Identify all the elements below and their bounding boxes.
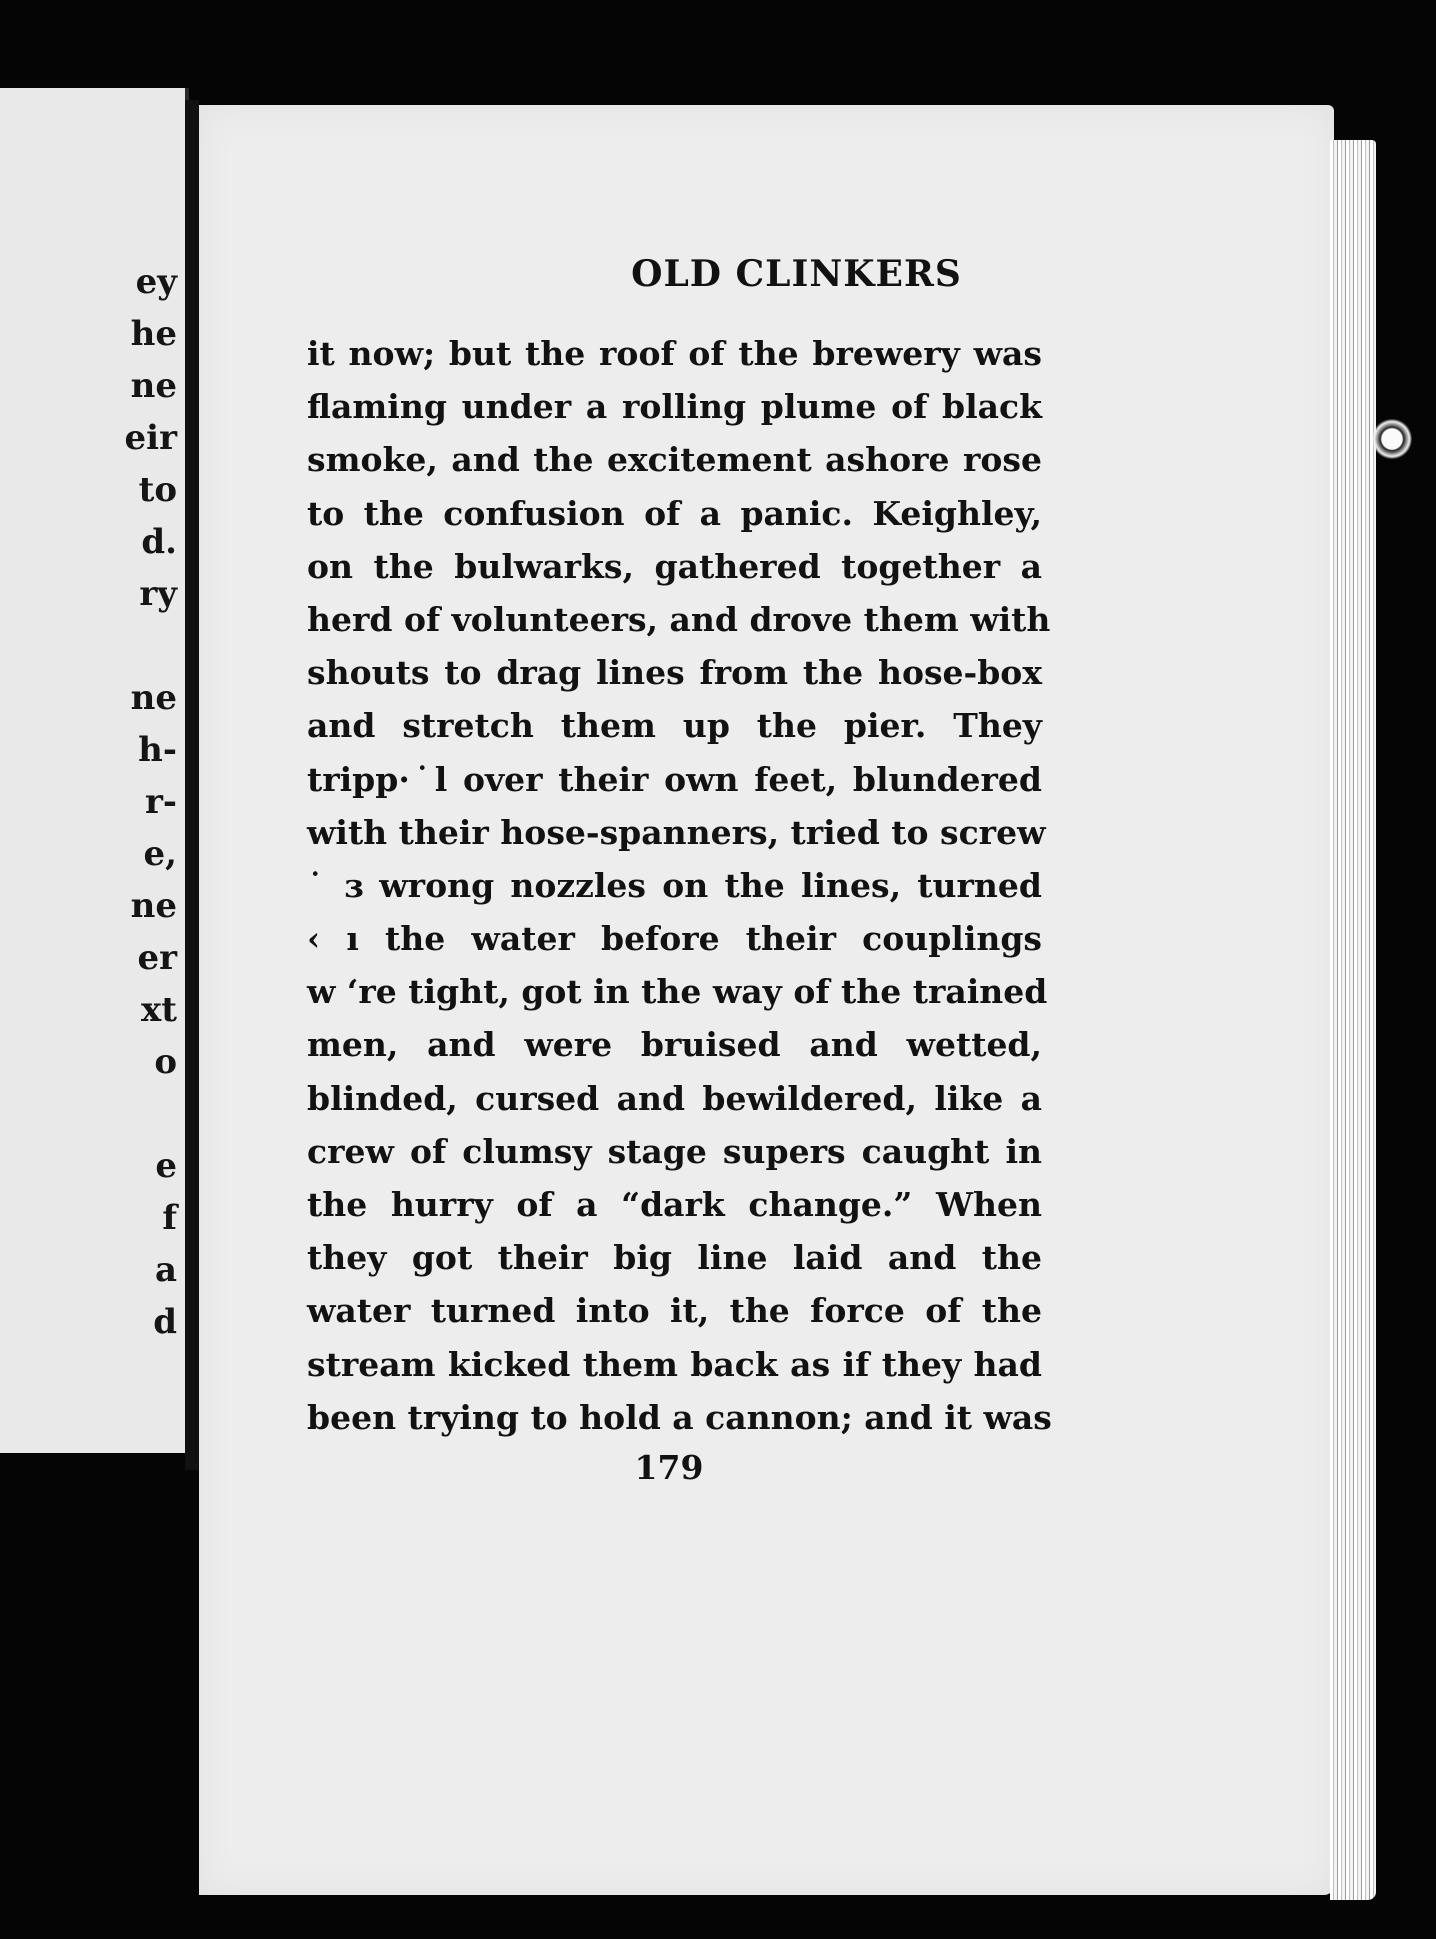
- facing-page-text: xt: [141, 990, 177, 1030]
- text-line: blinded, cursed and bewildered, like a: [307, 1078, 1042, 1118]
- facing-page-text: d: [153, 1302, 177, 1342]
- page-number: 179: [634, 1448, 704, 1487]
- text-line: flaming under a rolling plume of black: [307, 387, 1042, 427]
- facing-page-text: a: [154, 1250, 177, 1290]
- text-line: crew of clumsy stage supers caught in: [307, 1131, 1042, 1171]
- facing-page-text: d.: [141, 522, 177, 562]
- text-line: herd of volunteers, and drove them with: [307, 599, 1051, 639]
- text-line: ˙ ɜ wrong nozzles on the lines, turned: [307, 865, 1042, 905]
- text-line: to the confusion of a panic. Keighley,: [307, 493, 1042, 533]
- facing-page-text: f: [162, 1198, 177, 1238]
- text-line: it now; but the roof of the brewery was: [307, 334, 1042, 373]
- facing-page-text: e: [155, 1146, 177, 1186]
- text-line: they got their big line laid and the: [307, 1238, 1042, 1278]
- facing-page-text: r-: [144, 782, 177, 822]
- text-line: and stretch them up the pier. They: [307, 706, 1042, 746]
- facing-page-fragment: [0, 88, 189, 1453]
- text-line: men, and were bruised and wetted,: [307, 1025, 1042, 1065]
- page-edges: [1330, 140, 1376, 1900]
- running-head: OLD CLINKERS: [631, 253, 962, 295]
- text-line: w ʻre tight, got in the way of the trained: [307, 972, 1048, 1012]
- facing-page-text: o: [154, 1042, 177, 1082]
- text-line: been trying to hold a cannon; and it was: [307, 1397, 1052, 1437]
- text-line: tripp·˙l over their own feet, blundered: [307, 759, 1042, 799]
- facing-page-text: h-: [138, 730, 177, 770]
- facing-page-text: eir: [124, 418, 177, 458]
- text-line: on the bulwarks, gathered together a: [307, 546, 1042, 586]
- book-gutter: [185, 100, 199, 1470]
- text-line: smoke, and the excitement ashore rose: [307, 440, 1042, 480]
- text-line: shouts to drag lines from the hose-box: [307, 653, 1042, 693]
- facing-page-text: he: [130, 314, 177, 354]
- facing-page-text: ry: [139, 574, 177, 614]
- facing-page-text: ne: [130, 886, 177, 926]
- text-line: stream kicked them back as if they had: [307, 1344, 1042, 1384]
- text-line: the hurry of a “dark change.” When: [307, 1185, 1042, 1224]
- facing-page-text: ne: [130, 678, 177, 718]
- facing-page-text: er: [137, 938, 177, 978]
- facing-page-text: ne: [130, 366, 177, 406]
- facing-page-text: to: [138, 470, 177, 510]
- facing-page-text: e,: [143, 834, 177, 874]
- edge-blot: [1372, 418, 1412, 460]
- book-page: [199, 105, 1334, 1895]
- text-line: with their hose-spanners, tried to screw: [307, 812, 1046, 852]
- body-text: [307, 327, 1052, 1444]
- text-line: ‹ ı the water before their couplings: [307, 919, 1042, 959]
- facing-page-text: ey: [135, 262, 177, 302]
- text-line: water turned into it, the force of the: [307, 1291, 1042, 1331]
